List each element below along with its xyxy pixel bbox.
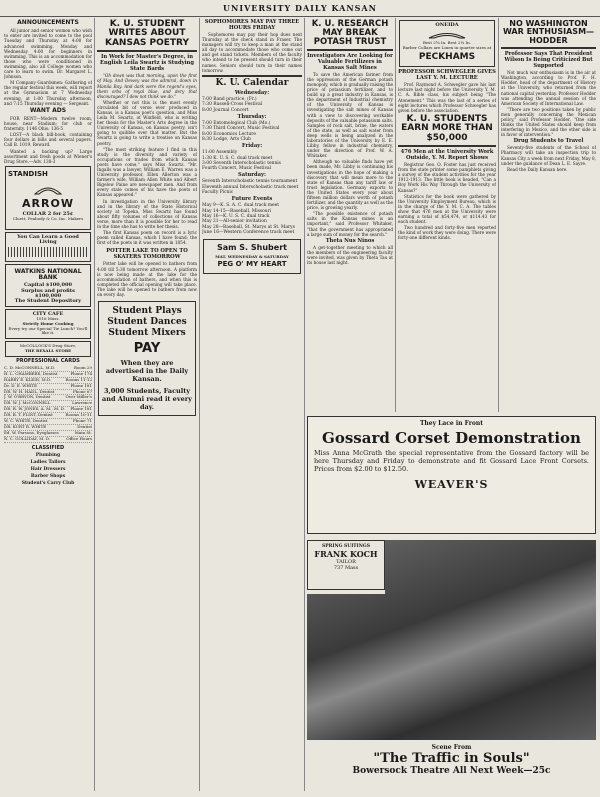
calendar-item: May 14-15—Baseball, Missouri: [202, 208, 272, 214]
classified-heading: Barber Shops: [30, 473, 66, 479]
card-detail: Phone 181: [70, 382, 92, 388]
peckhams-ad: [399, 20, 495, 67]
sophomores-text: Sophomores may pay their hop dues next Thursday at the check stand in Fraser. The managers will try to keep a man at the stand all day to accommodate those who come out and get stand tickets. Members of the faculty who intend to be present should turn in their names. Seniors should turn in their names tomorrow.: [202, 32, 302, 73]
collar-icon: [33, 180, 63, 196]
classified-heading: Student's Carry Club: [21, 480, 75, 486]
arrow-maker: Cluett, Peabody & Co. Inc. Makers: [12, 215, 84, 221]
gown-title: You Can Learn a Good Living: [17, 233, 79, 245]
card-name: DR. R. W. JONES, A. M., M. D.: [4, 406, 66, 412]
arrow-brand: ARROW: [22, 197, 74, 211]
card-detail: Main St.: [74, 429, 92, 435]
column-rule: [94, 18, 95, 791]
hodder-headline: NO WASHINGTON WAR ENTHUSIASM—HODDER: [502, 19, 595, 45]
arrow-collar-ad: [5, 166, 91, 230]
calendar-item: 3:00 Seventh Interscholastic tennis: [202, 160, 281, 166]
bank-surplus: Surplus and profits $100,000: [21, 287, 75, 299]
card-detail: Phone 181: [70, 406, 92, 412]
calendar-item: 7:00 Entomological Club (Mo.): [202, 121, 271, 127]
calendar-item: 8:30 Lodge, Arts Club: [202, 136, 251, 142]
calendar-item: June 16—Western Conference track meet: [202, 229, 295, 235]
professional-cards-title: PROFESSIONAL CARDS: [16, 357, 80, 364]
gossard-top: They Lace in Front: [419, 420, 484, 427]
want-ads-title: WANT ADS: [29, 106, 67, 114]
divider: [202, 75, 302, 77]
weavers-name: WEAVER'S: [414, 478, 489, 491]
earnings-text: Registrar Geo. O. Foster has just received from the state printer some pamphlets giving a survey of the student activities for the year 1912-1913. The little book is headed, "Can a Boy Work His Way Through the University of Kansas?": [398, 162, 496, 193]
bank-tagline: The Student Depository: [14, 297, 82, 304]
traffic-in-souls-caption: [307, 744, 596, 792]
earnings-text-2: Statistics for the book were gathered by the University Employment Bureau, which is in the charge of the Y. M. C. A. The tables show that 476 men at the University were earning a total of $54,474, or $114.43 for each student.: [398, 193, 496, 225]
earnings-subhead: 476 Men at the University Work Outside, Y. M. Report Shows: [400, 149, 494, 162]
calendar-item: May 28—Baseball, St. Marys at St. Marys: [202, 224, 295, 230]
card-name: Ed. W. Parsons, Eyeglasses: [4, 429, 59, 435]
potash-body-3: "The possible existence of potash salts in the Kansas mines is an important," said Professor Whitaker, "that the government has appropriated a large sum of money for the search.": [307, 211, 393, 237]
card-detail: Dentist: [77, 424, 92, 429]
plays-line: Student Mixers: [108, 328, 186, 339]
potash-headline: K. U. RESEARCH MAY BREAK POTASH TRUST: [311, 19, 389, 47]
hodder-body-2: "There are two positions taken by public men generally concerning the Mexican policy," said Professor Hodder. "One side thinks the United States should keep from interfering in Mexico, and the other side is in favor of intervention.": [501, 106, 596, 138]
drug-students-headline: Drug Students to Travel: [513, 138, 584, 145]
collar-icon: [427, 28, 467, 40]
wanted-text: Wanted a backing up? Large assortment and fresh goods at Wiener's Drug Store.—Adv. 138-3: [4, 148, 92, 164]
earnings-text-3: Two hundred and forty-five men reported the kind of work they were doing. There were forty-one different kinds.: [398, 225, 496, 241]
card-name: N. C. GOLLIDAY, M. D.: [4, 435, 51, 441]
koch-name: FRANK KOCH: [314, 549, 378, 559]
earnings-headline: K. U. STUDENTS EARN MORE THAN $50,000: [401, 113, 493, 143]
card-detail: Rooms 10-11: [65, 412, 92, 418]
poetry-subhead: In Work for Master's Degree, in English Leila Swartz is Studying State Bards: [100, 54, 194, 73]
shubert-line: MAT. WEDNESDAY & SATURDAY: [215, 253, 289, 259]
column-rule: [395, 18, 396, 412]
theta-text: A get-together meeting to which all the members of the engineering faculty were invited, was given by Theta Tau at its house last night.: [307, 244, 393, 266]
column-rule: [304, 18, 305, 791]
koch-sub: TAILOR: [336, 559, 356, 565]
card-detail: Room 29: [74, 364, 92, 370]
bank-name: WATKINS NATIONAL BANK: [14, 267, 82, 282]
calendar-day: Friday:: [241, 143, 263, 150]
poetry-body-1: Whether or not this is the most evenly circulated bit of verse ever produced in Kansas, is a Kansas poet's question, and Miss Leila M. Swartz, of Winfield, who is writing her thesis for the Master's Arts degree in the University of Kansas, on Kansas poetry, isn't going to quibble over that matter. But the Swartz is going to write a treatise on Kansas poetry.: [97, 99, 197, 146]
calendar-list: [202, 90, 302, 235]
bank-capital: Capital $100,000: [24, 282, 72, 289]
potash-subhead: Investigators Are Looking for Valuable Fertilizers in Kansas Salt Mines: [307, 52, 393, 71]
card-name: HARRY E. KLEIN, M.D.: [4, 376, 52, 382]
student-plays-list: [101, 306, 193, 339]
card-detail: Lawrence: [72, 400, 92, 406]
card-name: DR. W. H. HADL, Dentist: [4, 388, 55, 394]
oneida-brand: ONEIDA: [435, 22, 459, 28]
divider: [398, 145, 496, 147]
calendar-item: May 21—All-senior invitation: [202, 219, 267, 225]
column-5: [398, 18, 496, 412]
arrow-tagline: COLLAR 2 for 25¢: [22, 210, 74, 217]
calendar-item: 8:00 Economics Lecture: [202, 131, 256, 137]
classified-heading: Ladies Tailors: [30, 459, 66, 465]
calendar-item: 1:30 K. U. S. C. dual track meet: [202, 155, 273, 161]
calendar-item: Fourth Concert, Music Festival: [202, 166, 272, 172]
card-name: W. C. WHITE, Dentist: [4, 418, 48, 424]
potter-lake-headline: POTTER LAKE TO OPEN TO SKATERS TOMORROW: [106, 248, 188, 261]
hodder-subhead: Professor Says That President Wilson Is Being Criticized But Supported: [504, 51, 593, 70]
plays-line: Student Plays: [112, 306, 182, 317]
daily-kansan-line: Read the Daily Kansan here.: [507, 166, 568, 172]
rexall-store: THE REXALL STORE: [24, 347, 72, 353]
calendar-item: Seventh Interscholastic tennis tournament: [202, 179, 298, 185]
gown-ad: [5, 232, 91, 262]
gossard-text: Miss Anna McGrath the special representative from the Gossard factory will be here Thursday and Friday to demonstrate and fit Gossard Lace Front Corsets. Prices from $2.00 to $12.50.: [314, 449, 589, 473]
calendar-item: May 9—K. S. A. C. dual track meet: [202, 203, 280, 209]
poetry-body-2: "The most striking feature I find in this study is the diversity and variety of occupations or trades from which Kansas poets have come," says Miss Swartz. "Mr. Ingalls was a lawyer, William E. Warren was a University professor, Ellen Allerton was a farmer's wife, William Allen White and Albert Bigelow Paine are newspaper men. And from every state comes of his have the poets of Kansas appeared.": [97, 146, 197, 198]
city-cafe-ad: [5, 309, 91, 339]
calendar-item: Eleventh annual Interscholastic track meet: [202, 184, 299, 190]
column-4: [307, 18, 393, 412]
column-rule: [199, 18, 200, 791]
cafe-title: CITY CAFE: [32, 310, 64, 317]
theta-headline: Theta Nus Ninos: [325, 237, 375, 244]
koch-top: SPRING SUITINGS: [322, 544, 370, 549]
calendar-title: K. U. Calendar: [215, 77, 289, 88]
peckhams-name: PECKHAMS: [418, 51, 476, 62]
cafe-line: Every try our Special Tie Lunch? You'll like it.: [8, 325, 88, 336]
mccollock-ad: [5, 341, 91, 357]
column-6: [501, 18, 596, 412]
card-detail: Office Hours: [66, 435, 92, 441]
calendar-item: May 16—K. U. S. C. dual track: [202, 213, 270, 219]
card-detail: Phone 67: [73, 388, 92, 394]
calendar-item: 7:00 Band practice, (Fr.): [202, 97, 257, 103]
barber-line: Barber Collars are Linen in quarter sizes at: [402, 44, 492, 50]
cafe-address: 1016 Mass.: [36, 315, 60, 321]
masthead: UNIVERSITY DAILY KANSAN: [0, 0, 600, 17]
calendar-day: Wednesday:: [234, 90, 270, 97]
pay-text: When they are advertised in the Daily Kansan.: [105, 358, 189, 383]
classified-heading: Hair Dressers: [30, 466, 66, 472]
announcements-text: All junior and senior women who wish to enter are invited to come to the pool Tuesday and Thursday at 4:00 for advanced swimming. Monday and Wednesday 4:00 for beginners in swimming. This is an accommodation for those who were conditioned in swimming, also all College women who care to learn to swim. Dr. Margaret L. Johnson.: [4, 28, 92, 80]
sophomores-headline: SOPHOMORES MAY PAY THREE HOURS FRIDAY: [204, 19, 300, 31]
gossard-title: Gossard Corset Demonstration: [322, 429, 581, 447]
card-detail: Phone 71: [73, 418, 92, 424]
professional-cards-list: [4, 366, 92, 443]
gown-logo: [8, 247, 88, 257]
standish-brand: STANDISH: [8, 169, 48, 178]
shubert-title: Sam S. Shubert: [217, 243, 287, 253]
drug-students-text: Seventy-five students of the School of Pharmacy will take an inspection trip to Kansas City a week from next Friday, May 8, under the guidance of Dean L. E. Sayre.: [501, 145, 596, 166]
kansan-pay-ad: [98, 301, 196, 416]
koch-address: 737 Mass: [333, 565, 359, 571]
card-detail: Rooms 11-12: [65, 376, 92, 382]
calendar-item: 8:00 Journal Concert: [202, 107, 249, 113]
calendar-day: Thursday:: [237, 114, 267, 121]
mccollock-name: McCOLLOCK'S Drug Store,: [19, 343, 77, 349]
calendar-item: 7:30 Third Concert, Music Festival: [202, 126, 280, 132]
schwegler-headline: PROFESSOR SCHWEGLER GIVES LAST Y. M. LECTURE: [398, 69, 496, 82]
oneida-prices: Best 2¾ In. Best 2¼ In.: [423, 40, 471, 46]
lost-text: LOST—A black bill-book, containing four dollars in bills and several papers. Call B. 1019. Reward.: [4, 132, 92, 148]
divider: [501, 47, 596, 49]
poetry-body-4: The first Kansas poem on record is a lyric poem called Kansas, which I have found; the first of the poets in it was written in 1854.: [97, 230, 197, 246]
pay-word: PAY: [133, 341, 161, 357]
classified-heading: Plumbing: [35, 452, 61, 458]
souls-scene: Scene From: [431, 744, 472, 751]
watkins-bank-ad: [5, 264, 91, 307]
classified-title: CLASSIFIED: [31, 444, 65, 451]
company-text: M Company Guardsmen: Gathering of the regular festival this week, will report at the Gymnasium at 7 Wednesday evening, at 1:00 Thursday afternoon, and 7:15 Thursday evening — Sergeant.: [4, 80, 92, 106]
students-read-text: 3,000 Students, Faculty and Alumni read it every day.: [102, 386, 192, 411]
plays-line: Student Dances: [107, 317, 187, 328]
column-3: [202, 18, 302, 793]
card-name: Dr. D. E. WHITE: [4, 382, 38, 388]
divider: [307, 49, 393, 51]
shubert-ad: [203, 239, 301, 274]
cafe-slogan: Strictly Home Cooking: [22, 320, 74, 326]
frank-koch-ad: [307, 540, 385, 590]
poetry-body-3: In investigation in the University library and in the library of the State Historical society at Topeka, Miss Swartz has found about fifty volumes of collections of Kansas verse, more than it is possible for her to read in the time she has to write her thesis.: [97, 198, 197, 230]
potash-body: To save the American farmer from the oppression of the German potash monopoly, which is gradually raising the price of potassium fertilizer, and to build up a great industry in Kansas, is the department of Industrial chemistry of the University of Kansas is investigating the salt mines of Kansas with a view to discovering workable deposits of the valuable potassium salts. Samples of rock salt, brine, the waters of the state, as well as salt water from deep wells is being analyzed in the laboratories of the University by E. E. Libby, fellow in industrial chemistry, under the direction of Prof. W. A. Whitaker.: [307, 71, 393, 159]
card-detail: Over Miller's: [65, 394, 92, 400]
divider: [97, 50, 197, 52]
shubert-show: PEG O' MY HEART: [217, 260, 287, 269]
calendar-item: 11:00 Assembly: [202, 150, 238, 156]
poetry-headline: K. U. STUDENT WRITES ABOUT KANSAS POETRY: [104, 19, 190, 48]
souls-title: "The Traffic in Souls": [373, 751, 530, 766]
gossard-corset-ad: [307, 416, 596, 534]
schwegler-text: Prof. Raymond A. Schwegler gave his last lecture last night before the University Y. M. C. A. Bible class, his subject being "The Atonement." This was the last of a series of eight lectures which Professor Schwegler has given before the association.: [398, 82, 496, 113]
calendar-day: Saturday:: [238, 172, 266, 179]
announcements-title: ANNOUNCEMENTS: [17, 19, 79, 26]
poetry-lede: "Oh down was that morning, upon the first of May. And Dewey was the admiral, down in Manila Bay. And dark were the regent's eyes, them orbs of royal blue, and dery that discouraged? I dew not think we do.": [97, 73, 197, 99]
card-detail: Phone 174: [70, 370, 92, 376]
card-name: H. L. CHAMBERS, Dentist: [4, 370, 58, 376]
card-name: DR. B. T. FLINT, Dentist: [4, 412, 53, 418]
collar-drawing: [8, 180, 88, 196]
potash-body-2: Although no valuable finds have yet been made, Mr. Libby is continuing his investigations in the hope of making a discovery that will mean more to the state of Kansas than any tariff law or trust legislation. Germany exports to the United States every year about fifteen million dollars worth of potash fertilizer, and the quantity as well as the price, is growing yearly.: [307, 159, 393, 211]
souls-sub: Bowersock Theatre All Next Week—25c: [352, 766, 551, 776]
column-1: [4, 18, 92, 793]
card-name: J. W. O'BRYON, Dentist: [4, 394, 51, 400]
classified-list: [4, 453, 92, 487]
potter-lake-text: Potter lake will be opened to bathers from 4:00 till 5:30 tomorrow afternoon. A platform is now being made at the lake for the accommodation of bathers, and when this is completed the official opening will take place. The lake will be opened to bathers from now on every day.: [97, 261, 197, 297]
calendar-item: Faculty Picnic: [202, 190, 234, 196]
card-name: DR. KURT R. WHITE: [4, 424, 47, 429]
hodder-body: Not much war enthusiasm is in the air at Washington, according to Prof. F. H. Hodder, head of the department of History at the University, who returned from the national capital yesterday. Professor Hodder was attending the annual session of the American Society of International Law.: [501, 70, 596, 106]
calendar-item: 7:30 Russell-Cross Festival: [202, 102, 263, 108]
column-2: [97, 18, 197, 793]
card-name: C. D. McCONNELL, M.D.: [4, 364, 56, 370]
card-name: DR. W. J. McCONNELL: [4, 400, 51, 406]
want-ads-text: FOR RENT—Modern twelve room, house, near Stadium; for club or fraternity. 1146 Ohio. 136-5: [4, 116, 92, 132]
professional-card: [4, 437, 92, 443]
calendar-day: Future Events: [231, 196, 273, 203]
column-rule: [498, 18, 499, 412]
